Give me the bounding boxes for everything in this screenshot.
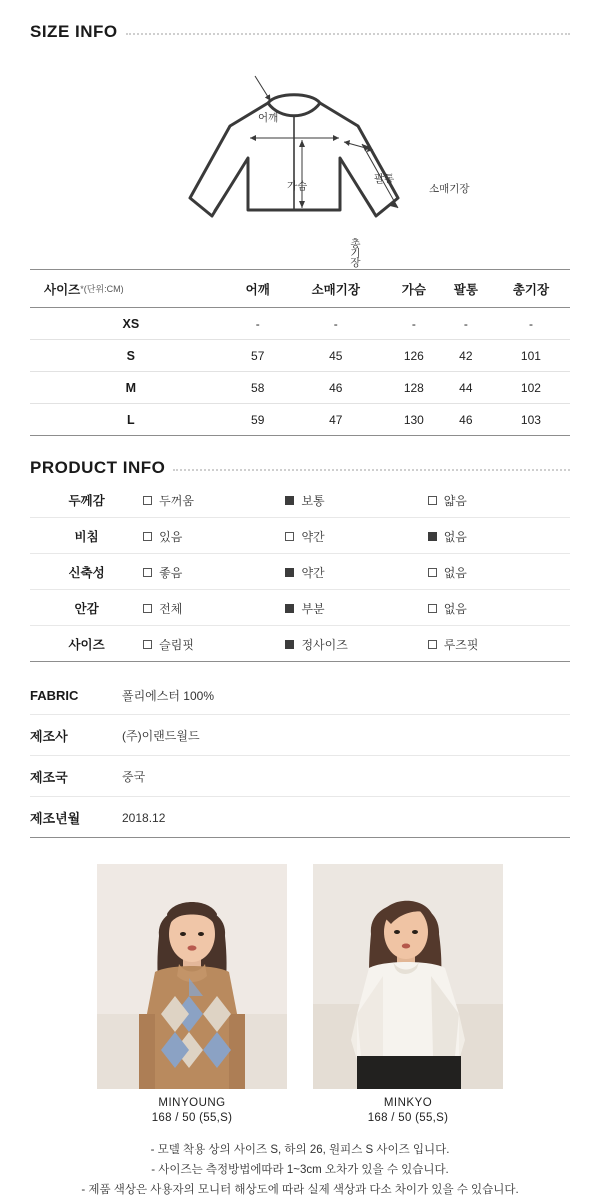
- table-row: [30, 308, 570, 340]
- option-cell: [143, 590, 285, 626]
- heading-dotted-divider: [173, 469, 570, 472]
- value-cell: 46: [440, 404, 492, 436]
- manufacturer-label: 제조사: [30, 715, 122, 756]
- table-row: [30, 518, 570, 554]
- table-row: [30, 715, 570, 756]
- product-info-title: PRODUCT INFO: [30, 458, 166, 477]
- value-cell: 44: [440, 372, 492, 404]
- option-label: 없음: [443, 529, 467, 544]
- option-cell: [285, 590, 427, 626]
- option-label: 좋음: [159, 565, 183, 580]
- model-photo-minyoung[interactable]: [97, 864, 287, 1089]
- option-cell: [285, 518, 427, 554]
- value-cell: 46: [284, 372, 388, 404]
- option-label: 약간: [301, 529, 325, 544]
- value-cell: 126: [388, 340, 440, 372]
- fabric-value: 폴리에스터 100%: [122, 676, 570, 715]
- country-label: 제조국: [30, 756, 122, 797]
- value-cell: 101: [492, 340, 570, 372]
- value-cell: 130: [388, 404, 440, 436]
- property-label: 두께감: [30, 482, 143, 518]
- option-cell: [143, 626, 285, 662]
- checkbox[interactable]: [428, 604, 437, 613]
- option-cell: [143, 518, 285, 554]
- value-cell: 57: [232, 340, 284, 372]
- model-photo-illustration: [97, 864, 287, 1089]
- size-table-header-row: [30, 270, 570, 308]
- option-label: 두꺼움: [159, 493, 194, 508]
- label-shoulder: 어깨: [258, 112, 279, 124]
- heading-dotted-divider: [126, 33, 570, 36]
- option-cell: [143, 554, 285, 590]
- checkbox-checked[interactable]: [285, 496, 294, 505]
- value-cell: -: [388, 308, 440, 340]
- table-row: [30, 756, 570, 797]
- size-table-header-arm: 팔통: [440, 270, 492, 308]
- value-cell: 47: [284, 404, 388, 436]
- option-cell: [285, 482, 427, 518]
- option-label: 루즈핏: [443, 637, 479, 652]
- value-cell: -: [440, 308, 492, 340]
- property-label: 사이즈: [30, 626, 143, 662]
- value-cell: 59: [232, 404, 284, 436]
- table-row: [30, 554, 570, 590]
- option-label: 있음: [159, 529, 183, 544]
- manufacture-date-label: 제조년월: [30, 797, 122, 838]
- garment-diagram: [30, 48, 570, 267]
- checkbox-checked[interactable]: [285, 568, 294, 577]
- model-photo-illustration: [313, 864, 503, 1089]
- product-info-heading: [30, 436, 570, 478]
- table-row: [30, 482, 570, 518]
- checkbox[interactable]: [143, 568, 152, 577]
- option-label: 전체: [159, 601, 183, 616]
- table-row: [30, 404, 570, 436]
- product-info-table: [30, 482, 570, 662]
- garment-illustration: [130, 48, 470, 263]
- checkbox[interactable]: [143, 496, 152, 505]
- value-cell: -: [284, 308, 388, 340]
- fabric-info-table: [30, 676, 570, 838]
- country-value: 중국: [122, 756, 570, 797]
- checkbox-checked[interactable]: [285, 640, 294, 649]
- size-info-heading: [30, 0, 570, 42]
- option-label: 얇음: [443, 493, 467, 508]
- size-cell: XS: [30, 308, 232, 340]
- checkbox-checked[interactable]: [428, 532, 437, 541]
- note-line: - 사이즈는 측정방법에따라 1~3cm 오차가 있을 수 있습니다.: [151, 1164, 449, 1177]
- table-row: [30, 676, 570, 715]
- option-cell: [428, 590, 570, 626]
- size-cell: L: [30, 404, 232, 436]
- value-cell: -: [232, 308, 284, 340]
- option-cell: [285, 554, 427, 590]
- value-cell: 45: [284, 340, 388, 372]
- option-label: 부분: [301, 601, 325, 616]
- property-label: 비침: [30, 518, 143, 554]
- size-table-header-chest: 가슴: [388, 270, 440, 308]
- note-line: - 제품 색상은 사용자의 모니터 해상도에 따라 실제 색상과 다소 차이가 있을 수 있습니다.: [81, 1184, 519, 1197]
- size-info-title: SIZE INFO: [30, 22, 118, 41]
- model-spec: 168 / 50 (55,S): [367, 1112, 449, 1124]
- size-table: [30, 269, 570, 436]
- property-label: 안감: [30, 590, 143, 626]
- value-cell: -: [492, 308, 570, 340]
- value-cell: 128: [388, 372, 440, 404]
- option-cell: [428, 626, 570, 662]
- option-label: 없음: [443, 601, 467, 616]
- label-sleeve-length: 소매기장: [429, 183, 470, 195]
- option-label: 슬림핏: [159, 637, 194, 652]
- size-table-header-size: 사이즈*(단위:CM): [30, 270, 232, 308]
- option-cell: [428, 554, 570, 590]
- value-cell: 42: [440, 340, 492, 372]
- table-row: [30, 590, 570, 626]
- table-row: [30, 626, 570, 662]
- fabric-label: FABRIC: [30, 676, 122, 715]
- size-cell: M: [30, 372, 232, 404]
- size-table-header-total: 총기장: [492, 270, 570, 308]
- table-row: [30, 797, 570, 838]
- size-unit-note: *(단위:CM): [80, 284, 124, 294]
- model-card: [97, 864, 287, 1124]
- model-gallery: [30, 864, 570, 1124]
- option-cell: [428, 518, 570, 554]
- checkbox[interactable]: [285, 532, 294, 541]
- size-cell: S: [30, 340, 232, 372]
- option-label: 약간: [301, 565, 325, 580]
- value-cell: 103: [492, 404, 570, 436]
- checkbox[interactable]: [143, 532, 152, 541]
- label-total-length: 총기장: [349, 238, 361, 267]
- option-cell: [428, 482, 570, 518]
- model-name: MINKYO: [383, 1097, 433, 1109]
- table-row: [30, 340, 570, 372]
- option-cell: [143, 482, 285, 518]
- checkbox[interactable]: [428, 496, 437, 505]
- model-card: [313, 864, 503, 1124]
- model-spec: 168 / 50 (55,S): [151, 1112, 233, 1124]
- size-table-header-shoulder: 어깨: [232, 270, 284, 308]
- option-label: 정사이즈: [301, 637, 348, 652]
- option-label: 보통: [301, 493, 325, 508]
- value-cell: 58: [232, 372, 284, 404]
- size-table-header-sleeve: 소매기장: [284, 270, 388, 308]
- checkbox[interactable]: [143, 640, 152, 649]
- model-name: MINYOUNG: [158, 1097, 226, 1109]
- note-line: - 모델 착용 상의 사이즈 S, 하의 26, 원피스 S 사이즈 입니다.: [150, 1144, 450, 1156]
- checkbox-checked[interactable]: [285, 604, 294, 613]
- checkbox[interactable]: [143, 604, 152, 613]
- model-photo-minkyo[interactable]: [313, 864, 503, 1089]
- notes-block: [30, 1140, 570, 1200]
- manufacture-date-value: 2018.12: [122, 797, 570, 838]
- checkbox[interactable]: [428, 568, 437, 577]
- value-cell: 102: [492, 372, 570, 404]
- property-label: 신축성: [30, 554, 143, 590]
- label-chest: 가슴: [287, 180, 308, 192]
- manufacturer-value: (주)이랜드월드: [122, 715, 570, 756]
- label-arm: 팔통: [374, 173, 395, 185]
- table-row: [30, 372, 570, 404]
- option-label: 없음: [443, 565, 467, 580]
- option-cell: [285, 626, 427, 662]
- checkbox[interactable]: [428, 640, 437, 649]
